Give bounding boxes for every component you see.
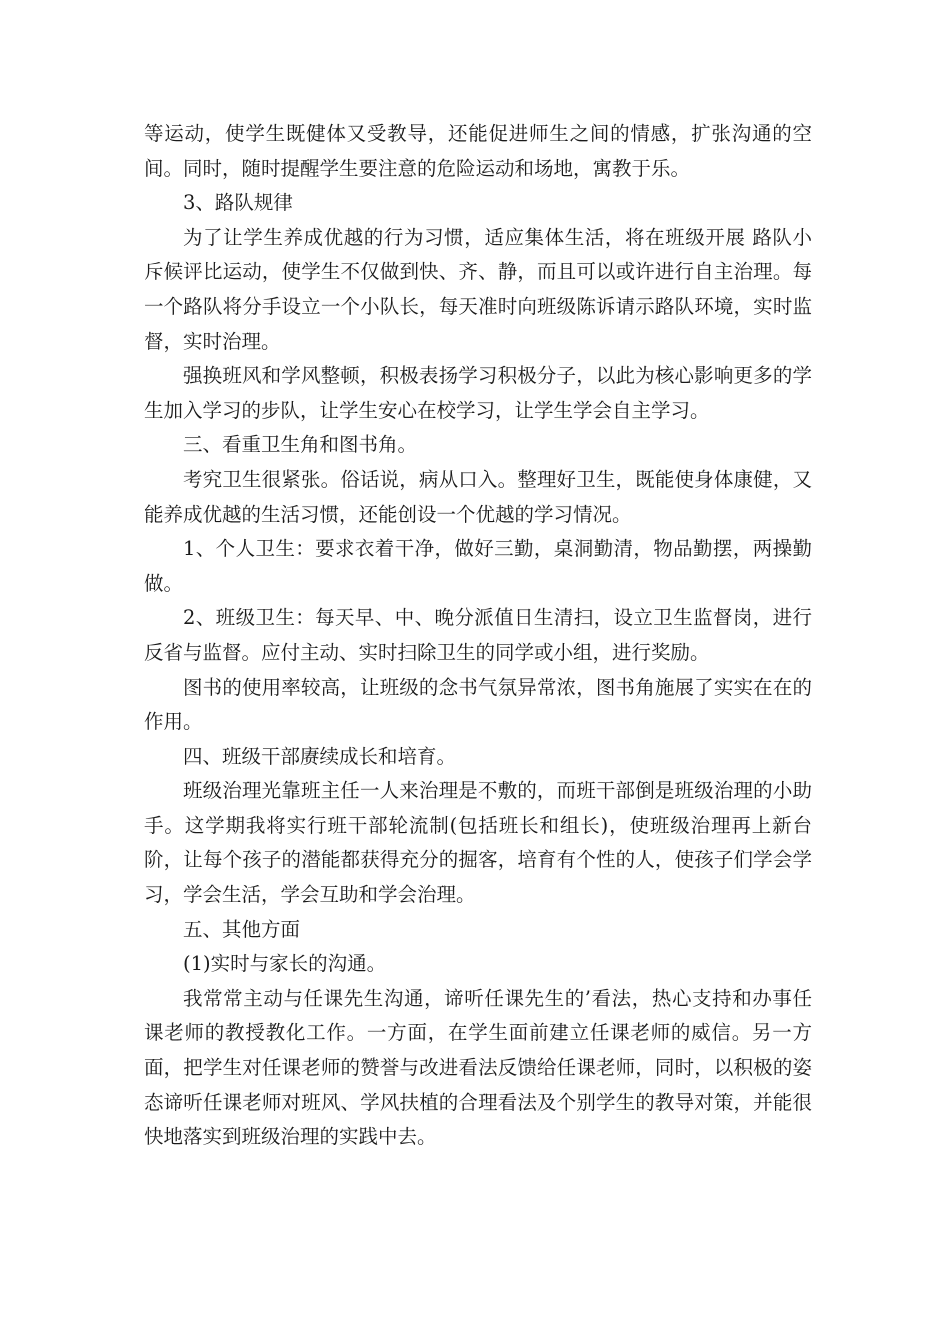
paragraph-1: 等运动，使学生既健体又受教导，还能促进师生之间的情感，扩张沟通的空间。同时，随时提醒学生要注意的危险运动和场地，寓教于乐。 [144,122,812,180]
subheading-parent-communication: (1)实时与家长的沟通。 [183,952,387,976]
section-heading-class-cadres: 四、班级干部赓续成长和培育。 [183,744,457,768]
paragraph-personal-hygiene: 1、个人卫生：要求衣着干净，做好三勤，桌洞勤清，物品勤摆，两操勤做。 [144,537,812,595]
paragraph-heading-road-team: 3、路队规律 [183,191,293,215]
section-heading-other: 五、其他方面 [183,917,301,941]
paragraph-14: 我常常主动与任课先生沟通，谛听任课先生的’看法，热心支持和办事任课老师的教授教化工作。一方面，在学生面前建立任课老师的威信。另一方面，把学生对任课老师的赞誉与改进看法反馈给任课老师，同时，以积极的姿态谛听任课老师对班风、学风扶植的合理看法及个别学生的教导对策，并能很快地落实到班级治理的实践中去。 [144,986,812,1149]
section-heading-hygiene: 三、看重卫生角和图书角。 [183,433,418,457]
document-body [144,117,812,1155]
paragraph-4: 强换班风和学风整顿，积极表扬学习积极分子，以此为核心影响更多的学生加入学习的步队，让学生安心在校学习，让学生学会自主学习。 [144,364,812,422]
paragraph-6: 考究卫生很紧张。俗话说，病从口入。整理好卫生，既能使身体康健，又能养成优越的生活习惯，还能创设一个优越的学习情况。 [144,467,812,526]
paragraph-class-hygiene: 2、班级卫生：每天早、中、晚分派值日生清扫，设立卫生监督岗，进行反省与监督。应付主动、实时扫除卫生的同学或小组，进行奖励。 [144,606,812,664]
paragraph-library-corner: 图书的使用率较高，让班级的念书气氛异常浓，图书角施展了实实在在的作用。 [144,675,812,734]
paragraph-11: 班级治理光靠班主任一人来治理是不敷的，而班干部倒是班级治理的小助手。这学期我将实行班干部轮流制(包括班长和组长)，使班级治理再上新台阶，让每个孩子的潜能都获得充分的掘客，培育有个性的人，使孩子们学会学习，学会生活，学会互助和学会治理。 [144,779,812,907]
paragraph-3: 为了让学生养成优越的行为习惯，适应集体生活，将在班级开展 路队小斥候评比运动，使学生不仅做到快、齐、静，而且可以或许进行自主治理。每一个路队将分手设立一个小队长，每天准时向班级陈诉请示路队环境，实时监督，实时治理。 [144,225,812,353]
